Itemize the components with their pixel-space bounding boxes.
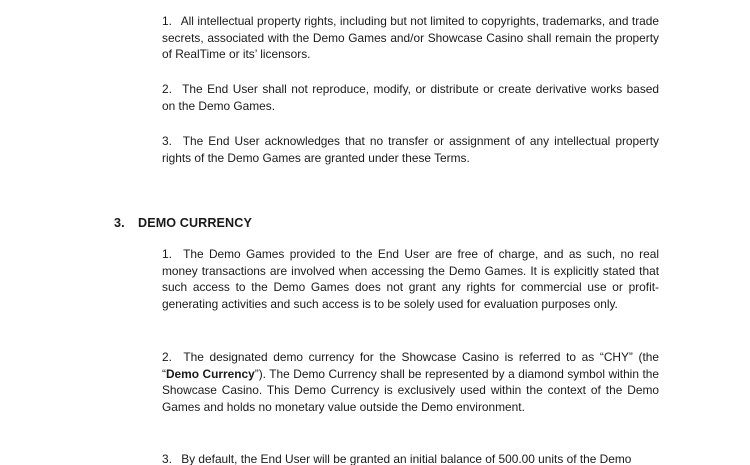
clause-text-after: ”). The Demo Currency shall be represented by a diamond symbol within the Showcase Casino. This Demo Currency is exclusively used within the context of the Demo Games and holds no monetary value outside the Demo environment. bbox=[162, 366, 659, 414]
defined-term: Demo Currency bbox=[165, 366, 255, 381]
currency-clause-3 bbox=[162, 451, 659, 465]
currency-clause-2 bbox=[162, 349, 659, 415]
clause-number: 1. bbox=[162, 247, 172, 261]
clause-text: By default, the End User will be granted an initial balance of 500.00 units of the Demo bbox=[181, 452, 632, 465]
clause-text: The End User acknowledges that no transfer or assignment of any intellectual property rights of the Demo Games are granted under these Terms. bbox=[162, 134, 659, 165]
clause-number: 2. bbox=[162, 350, 172, 364]
clause-text-before: The designated demo currency for the Showcase Casino is referred to as “CHY” (the “ bbox=[162, 350, 659, 381]
ip-clause-3 bbox=[162, 133, 659, 166]
section-number: 3. bbox=[114, 216, 125, 230]
ip-clause-2 bbox=[162, 81, 659, 114]
currency-clause-1 bbox=[162, 246, 659, 312]
clause-number: 1. bbox=[162, 14, 172, 28]
clause-number: 3. bbox=[162, 134, 172, 148]
section-heading-demo-currency bbox=[114, 216, 252, 230]
clause-number: 3. bbox=[162, 452, 172, 465]
clause-text: The End User shall not reproduce, modify, or distribute or create derivative works based on the Demo Games. bbox=[162, 82, 659, 113]
clause-text: The Demo Games provided to the End User are free of charge, and as such, no real money transactions are involved when accessing the Demo Games. It is explicitly stated that such access to the Demo Games does not grant any rights for commercial use or profit-generating activities and such access is to be solely used for evaluation purposes only. bbox=[162, 247, 659, 311]
ip-clause-1 bbox=[162, 13, 659, 63]
section-title: DEMO CURRENCY bbox=[138, 216, 252, 230]
clause-text: All intellectual property rights, including but not limited to copyrights, trademarks, and trade secrets, associated with the Demo Games and/or Showcase Casino shall remain the property of RealTime or its’ licensors. bbox=[162, 14, 659, 61]
clause-number: 2. bbox=[162, 82, 172, 96]
